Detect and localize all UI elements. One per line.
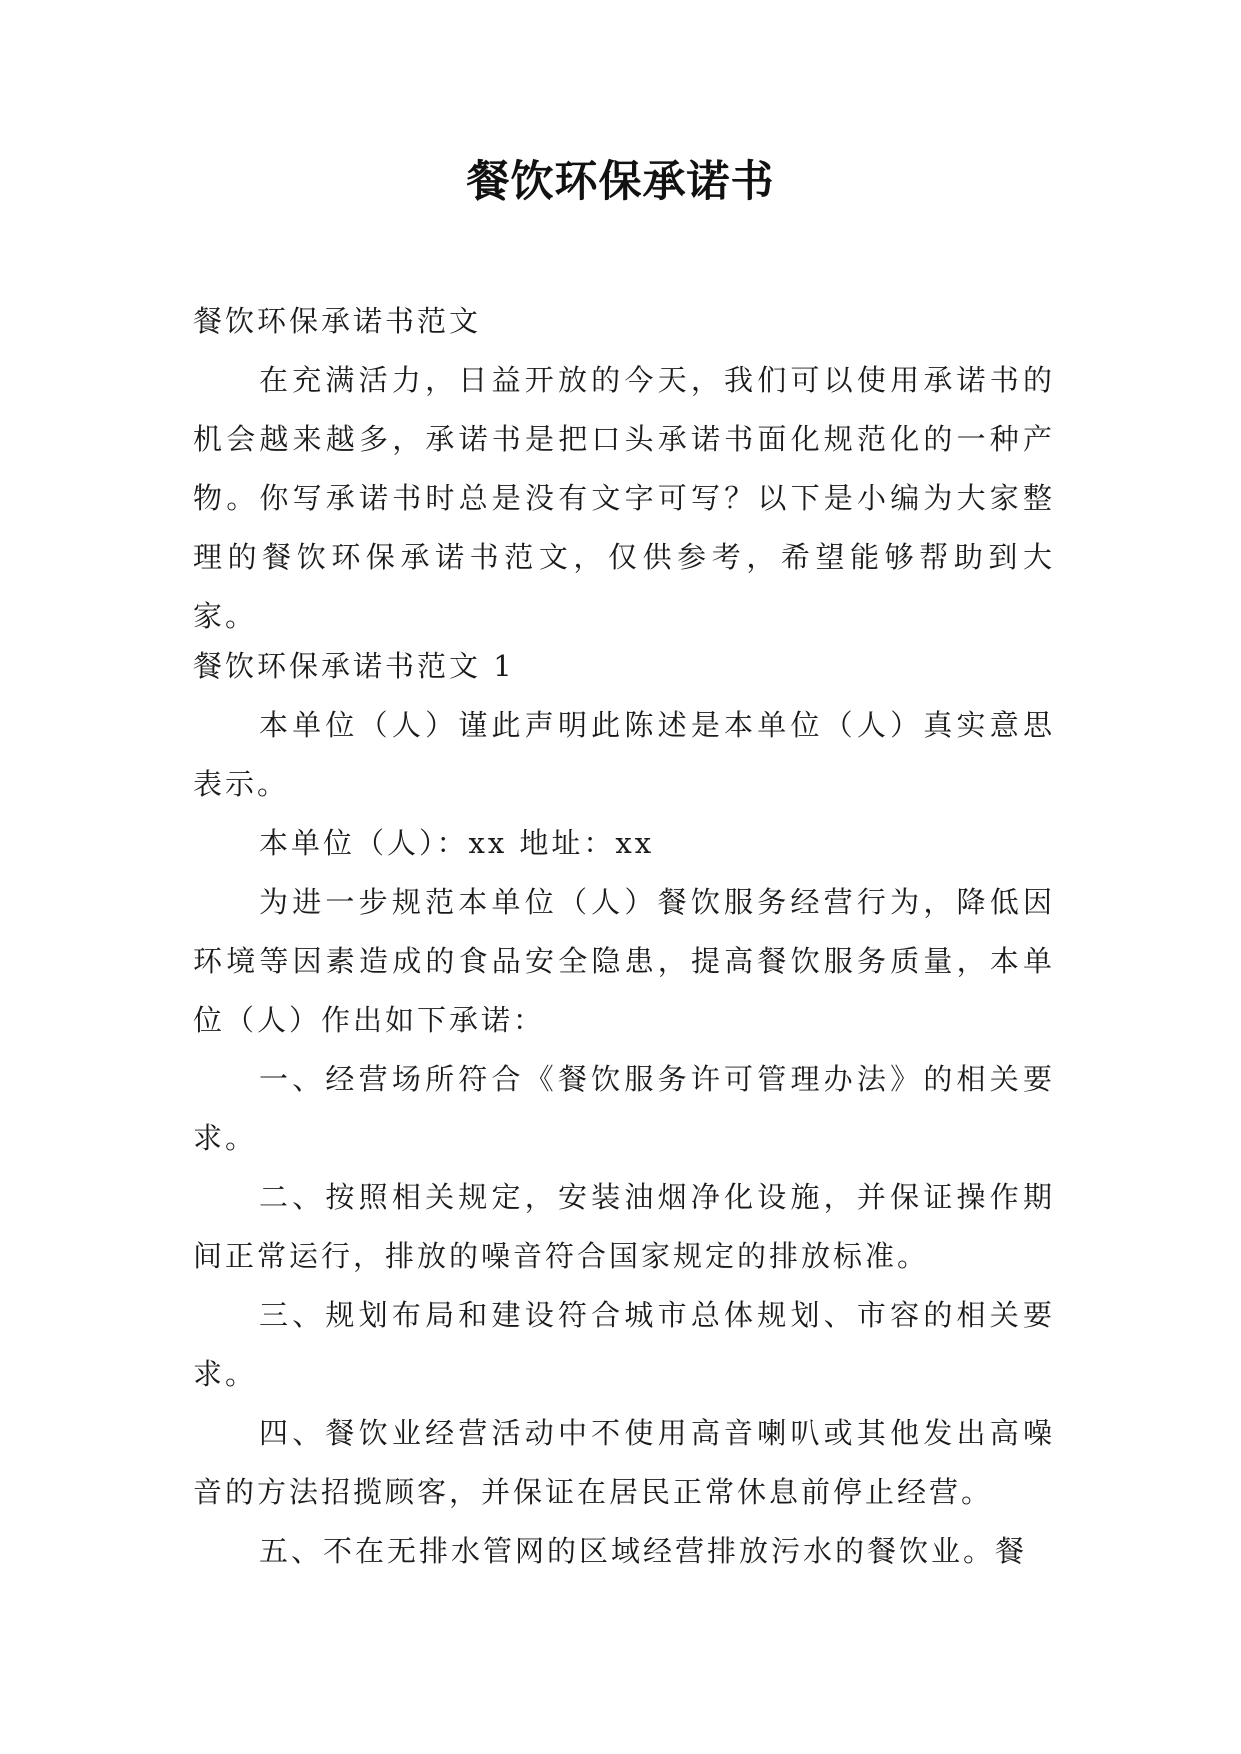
intro-heading: 餐饮环保承诺书范文 (193, 304, 482, 338)
sample-heading: 餐饮环保承诺书范文 1 (193, 649, 515, 683)
commitment-item-1: 一、经营场所符合《餐饮服务许可管理办法》的相关要求。 (193, 1062, 1055, 1155)
paragraph-unit-address: 本单位（人）：xx 地址：xx (259, 826, 655, 860)
paragraph-purpose: 为进一步规范本单位（人）餐饮服务经营行为，降低因环境等因素造成的食品安全隐患，提高餐饮服务质量，本单位（人）作出如下承诺： (193, 885, 1055, 1037)
intro-section (193, 292, 1055, 646)
commitment-item-3: 三、规划布局和建设符合城市总体规划、市容的相关要求。 (193, 1298, 1055, 1391)
commitment-item-2: 二、按照相关规定，安装油烟净化设施，并保证操作期间正常运行，排放的噪音符合国家规定的排放标准。 (193, 1180, 1055, 1273)
sample-section (193, 637, 1055, 1581)
document-title: 餐饮环保承诺书 (466, 157, 775, 207)
paragraph-declaration: 本单位（人）谨此声明此陈述是本单位（人）真实意思表示。 (193, 708, 1055, 801)
commitment-item-5: 五、不在无排水管网的区域经营排放污水的餐饮业。餐 (259, 1534, 1028, 1568)
intro-paragraph: 在充满活力，日益开放的今天，我们可以使用承诺书的机会越来越多，承诺书是把口头承诺书面化规范化的一种产物。你写承诺书时总是没有文字可写？以下是小编为大家整理的餐饮环保承诺书范文，仅供参考，希望能够帮助到大家。 (193, 363, 1055, 633)
commitment-item-4: 四、餐饮业经营活动中不使用高音喇叭或其他发出高噪音的方法招揽顾客，并保证在居民正常休息前停止经营。 (193, 1416, 1055, 1509)
